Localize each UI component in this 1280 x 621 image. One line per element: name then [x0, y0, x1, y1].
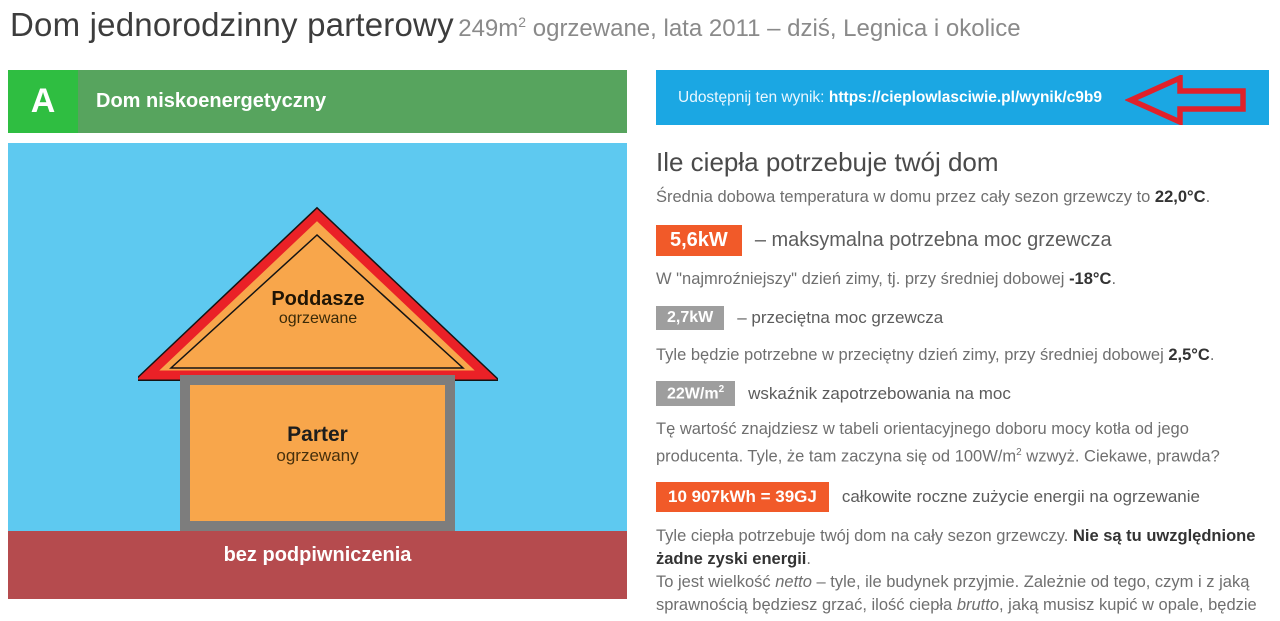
value-avg-temp: 22,0°C [1154, 188, 1206, 206]
paragraph-avg-day [656, 344, 1266, 367]
term-brutto: brutto [956, 595, 1000, 614]
house-illustration [8, 143, 627, 531]
sup: 2 [718, 384, 725, 395]
max-power-badge: 5,6kW [656, 225, 742, 256]
text: Tę wartość znajdziesz w tabeli orientacyjnego doboru mocy kotła od jego producenta. Tyle, że tam zaczyna się od 100W/m [656, 420, 1189, 466]
text: . [1209, 346, 1215, 364]
ground-floor-status: ogrzewany [276, 446, 359, 465]
text: . [1205, 188, 1211, 206]
paragraph-coldest-day [656, 268, 1266, 291]
text: wzwyż. Ciekawe, prawda? [1021, 447, 1220, 466]
basement-band [8, 531, 627, 599]
text: Tyle ciepła potrzebuje twój dom na cały sezon grzewczy. [656, 526, 1073, 545]
basement-label: bez podpiwniczenia [223, 544, 412, 566]
text: To jest wielkość [656, 572, 776, 591]
page-subtitle-area: 249m [458, 15, 519, 42]
text: – tyle, ile budynek przyjmie. Zależnie od tego, czym i z jaką sprawnością będziesz grzać, ilość ciepła [656, 572, 1250, 614]
share-bar [656, 70, 1269, 125]
text: Średnia dobowa temperatura w domu przez cały sezon grzewczy to [656, 188, 1155, 206]
ground-floor-labels [180, 423, 455, 465]
value: 22W/m [667, 385, 719, 403]
attic-labels [138, 289, 498, 327]
house-panel [8, 70, 627, 599]
results-column [656, 70, 1269, 617]
avg-power-row [656, 306, 1269, 330]
power-index-row [656, 381, 1269, 406]
annual-energy-row [656, 482, 1269, 512]
energy-class-bar [8, 70, 627, 133]
text: W "najmroźniejszy" dzień zimy, tj. przy średniej dobowej [656, 270, 1070, 288]
max-power-label: – maksymalna potrzebna moc grzewcza [754, 229, 1112, 251]
energy-class-label: Dom niskoenergetyczny [96, 90, 327, 112]
page-title-main: Dom jednorodzinny parterowy [10, 6, 454, 43]
power-index-label: wskaźnik zapotrzebowania na moc [748, 383, 1011, 403]
text: Tyle będzie potrzebne w przeciętny dzień zimy, przy średniej dobowej [656, 346, 1169, 364]
term-netto: netto [775, 572, 812, 591]
share-prefix: Udostępnij ten wynik: [678, 88, 825, 106]
attic-status: ogrzewane [278, 310, 358, 327]
red-arrow-left-icon [1125, 75, 1250, 125]
text: , jaką musisz kupić w opale, będzie [999, 595, 1257, 614]
attic-name: Poddasze [271, 288, 365, 310]
paragraph-avg-temp [656, 186, 1266, 209]
max-power-row [656, 225, 1269, 256]
text: . [1111, 270, 1117, 288]
page-title [10, 6, 1270, 44]
avg-power-label: – przeciętna moc grzewcza [737, 308, 944, 327]
page-subtitle-area-sup: 2 [518, 14, 527, 30]
share-url-link[interactable]: https://cieplowlasciwie.pl/wynik/c9b9 [828, 88, 1102, 106]
ground-floor-name: Parter [287, 423, 348, 446]
sup: 2 [1016, 447, 1022, 459]
paragraph-season [656, 525, 1266, 571]
annual-energy-label: całkowite roczne zużycie energii na ogrzewanie [841, 486, 1200, 506]
value-avg-day-temp: 2,5°C [1168, 346, 1210, 364]
power-index-badge [656, 381, 735, 406]
page-subtitle-rest: ogrzewane, lata 2011 – dziś, Legnica i okolice [526, 15, 1021, 42]
avg-power-badge: 2,7kW [656, 306, 724, 330]
paragraph-netto-brutto [656, 571, 1266, 617]
energy-class-badge: A [8, 70, 78, 133]
no-gains-note: Nie są tu uwzględnione żadne zyski energii [656, 526, 1256, 568]
text: . [806, 549, 811, 568]
value-coldest-temp: -18°C [1069, 270, 1112, 288]
annual-energy-badge: 10 907kWh = 39GJ [656, 482, 829, 512]
page-subtitle [458, 15, 1020, 42]
paragraph-boiler-table [656, 418, 1266, 469]
results-heading: Ile ciepła potrzebuje twój dom [656, 147, 999, 177]
